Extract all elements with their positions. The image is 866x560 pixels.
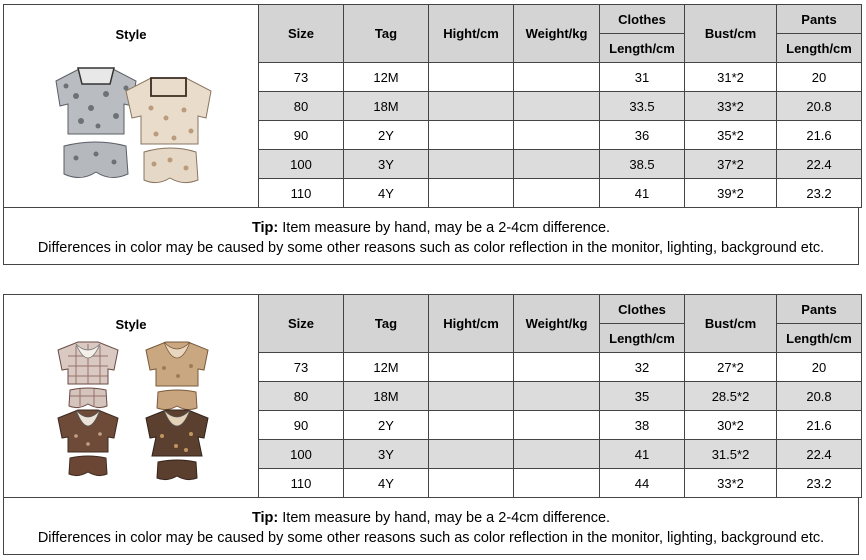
cell-length: 41	[600, 440, 685, 469]
header-length: Length/cm	[600, 34, 685, 63]
header-pants-length: Length/cm	[777, 34, 862, 63]
cell-length: 44	[600, 469, 685, 498]
cell-weight	[514, 121, 600, 150]
cell-length: 32	[600, 353, 685, 382]
cell-pants: 20.8	[777, 382, 862, 411]
cell-size: 100	[259, 150, 344, 179]
cell-size: 90	[259, 121, 344, 150]
cell-height	[429, 353, 514, 382]
cell-tag: 12M	[344, 63, 429, 92]
size-table	[3, 4, 862, 208]
cell-height	[429, 469, 514, 498]
cell-weight	[514, 150, 600, 179]
cell-pants: 20.8	[777, 92, 862, 121]
cell-weight	[514, 353, 600, 382]
cell-tag: 4Y	[344, 179, 429, 208]
header-bust: Bust/cm	[685, 5, 777, 63]
product-photo-plaid-floral-sets	[36, 336, 226, 484]
cell-tag: 18M	[344, 382, 429, 411]
cell-size: 110	[259, 179, 344, 208]
cell-weight	[514, 92, 600, 121]
header-tag: Tag	[344, 295, 429, 353]
cell-length: 31	[600, 63, 685, 92]
cell-height	[429, 63, 514, 92]
cell-height	[429, 121, 514, 150]
cell-weight	[514, 382, 600, 411]
size-chart-2	[3, 294, 861, 555]
header-pants-length: Length/cm	[777, 324, 862, 353]
header-pants: Pants	[777, 295, 862, 324]
cell-pants: 21.6	[777, 121, 862, 150]
cell-size: 90	[259, 411, 344, 440]
cell-pants: 20	[777, 63, 862, 92]
cell-bust: 31.5*2	[685, 440, 777, 469]
cell-height	[429, 382, 514, 411]
cell-length: 38.5	[600, 150, 685, 179]
header-pants: Pants	[777, 5, 862, 34]
cell-bust: 27*2	[685, 353, 777, 382]
cell-tag: 2Y	[344, 121, 429, 150]
cell-size: 110	[259, 469, 344, 498]
header-size: Size	[259, 295, 344, 353]
cell-size: 100	[259, 440, 344, 469]
header-clothes: Clothes	[600, 5, 685, 34]
header-weight: Weight/kg	[514, 295, 600, 353]
header-length: Length/cm	[600, 324, 685, 353]
cell-length: 36	[600, 121, 685, 150]
cell-weight	[514, 63, 600, 92]
cell-height	[429, 179, 514, 208]
header-size: Size	[259, 5, 344, 63]
cell-bust: 33*2	[685, 92, 777, 121]
header-height: Hight/cm	[429, 5, 514, 63]
tip-line-2: Differences in color may be caused by some other reasons such as color reflection in the monitor, lighting, background etc.	[37, 530, 825, 546]
cell-tag: 2Y	[344, 411, 429, 440]
cell-pants: 22.4	[777, 150, 862, 179]
cell-length: 33.5	[600, 92, 685, 121]
size-chart-1	[3, 4, 861, 265]
tip-text: Item measure by hand, may be a 2-4cm difference.	[278, 220, 611, 236]
cell-height	[429, 92, 514, 121]
cell-tag: 3Y	[344, 150, 429, 179]
cell-weight	[514, 469, 600, 498]
tip-box	[3, 208, 859, 265]
cell-weight	[514, 179, 600, 208]
tip-line-2: Differences in color may be caused by some other reasons such as color reflection in the monitor, lighting, background etc.	[37, 240, 825, 256]
cell-tag: 3Y	[344, 440, 429, 469]
cell-bust: 31*2	[685, 63, 777, 92]
header-tag: Tag	[344, 5, 429, 63]
tip-label: Tip:	[251, 510, 279, 526]
cell-size: 73	[259, 353, 344, 382]
style-cell	[4, 5, 259, 208]
cell-length: 38	[600, 411, 685, 440]
header-weight: Weight/kg	[514, 5, 600, 63]
cell-size: 80	[259, 92, 344, 121]
cell-weight	[514, 440, 600, 469]
cell-height	[429, 150, 514, 179]
header-clothes: Clothes	[600, 295, 685, 324]
tip-line-1	[4, 218, 858, 238]
cell-bust: 33*2	[685, 469, 777, 498]
style-label: Style	[115, 317, 147, 332]
cell-tag: 18M	[344, 92, 429, 121]
cell-height	[429, 411, 514, 440]
header-bust: Bust/cm	[685, 295, 777, 353]
style-cell	[4, 295, 259, 498]
tip-box	[3, 498, 859, 555]
cell-tag: 12M	[344, 353, 429, 382]
cell-size: 73	[259, 63, 344, 92]
cell-bust: 28.5*2	[685, 382, 777, 411]
tip-text: Item measure by hand, may be a 2-4cm difference.	[278, 510, 611, 526]
cell-tag: 4Y	[344, 469, 429, 498]
tip-line-1	[4, 508, 858, 528]
cell-length: 35	[600, 382, 685, 411]
cell-bust: 30*2	[685, 411, 777, 440]
cell-pants: 22.4	[777, 440, 862, 469]
style-label: Style	[115, 27, 147, 42]
cell-bust: 35*2	[685, 121, 777, 150]
cell-bust: 39*2	[685, 179, 777, 208]
cell-pants: 23.2	[777, 179, 862, 208]
cell-pants: 23.2	[777, 469, 862, 498]
cell-length: 41	[600, 179, 685, 208]
product-photo-floral-set	[36, 46, 226, 186]
cell-bust: 37*2	[685, 150, 777, 179]
cell-pants: 20	[777, 353, 862, 382]
cell-weight	[514, 411, 600, 440]
cell-pants: 21.6	[777, 411, 862, 440]
cell-height	[429, 440, 514, 469]
size-table	[3, 294, 862, 498]
cell-size: 80	[259, 382, 344, 411]
tip-label: Tip:	[251, 220, 279, 236]
header-height: Hight/cm	[429, 295, 514, 353]
